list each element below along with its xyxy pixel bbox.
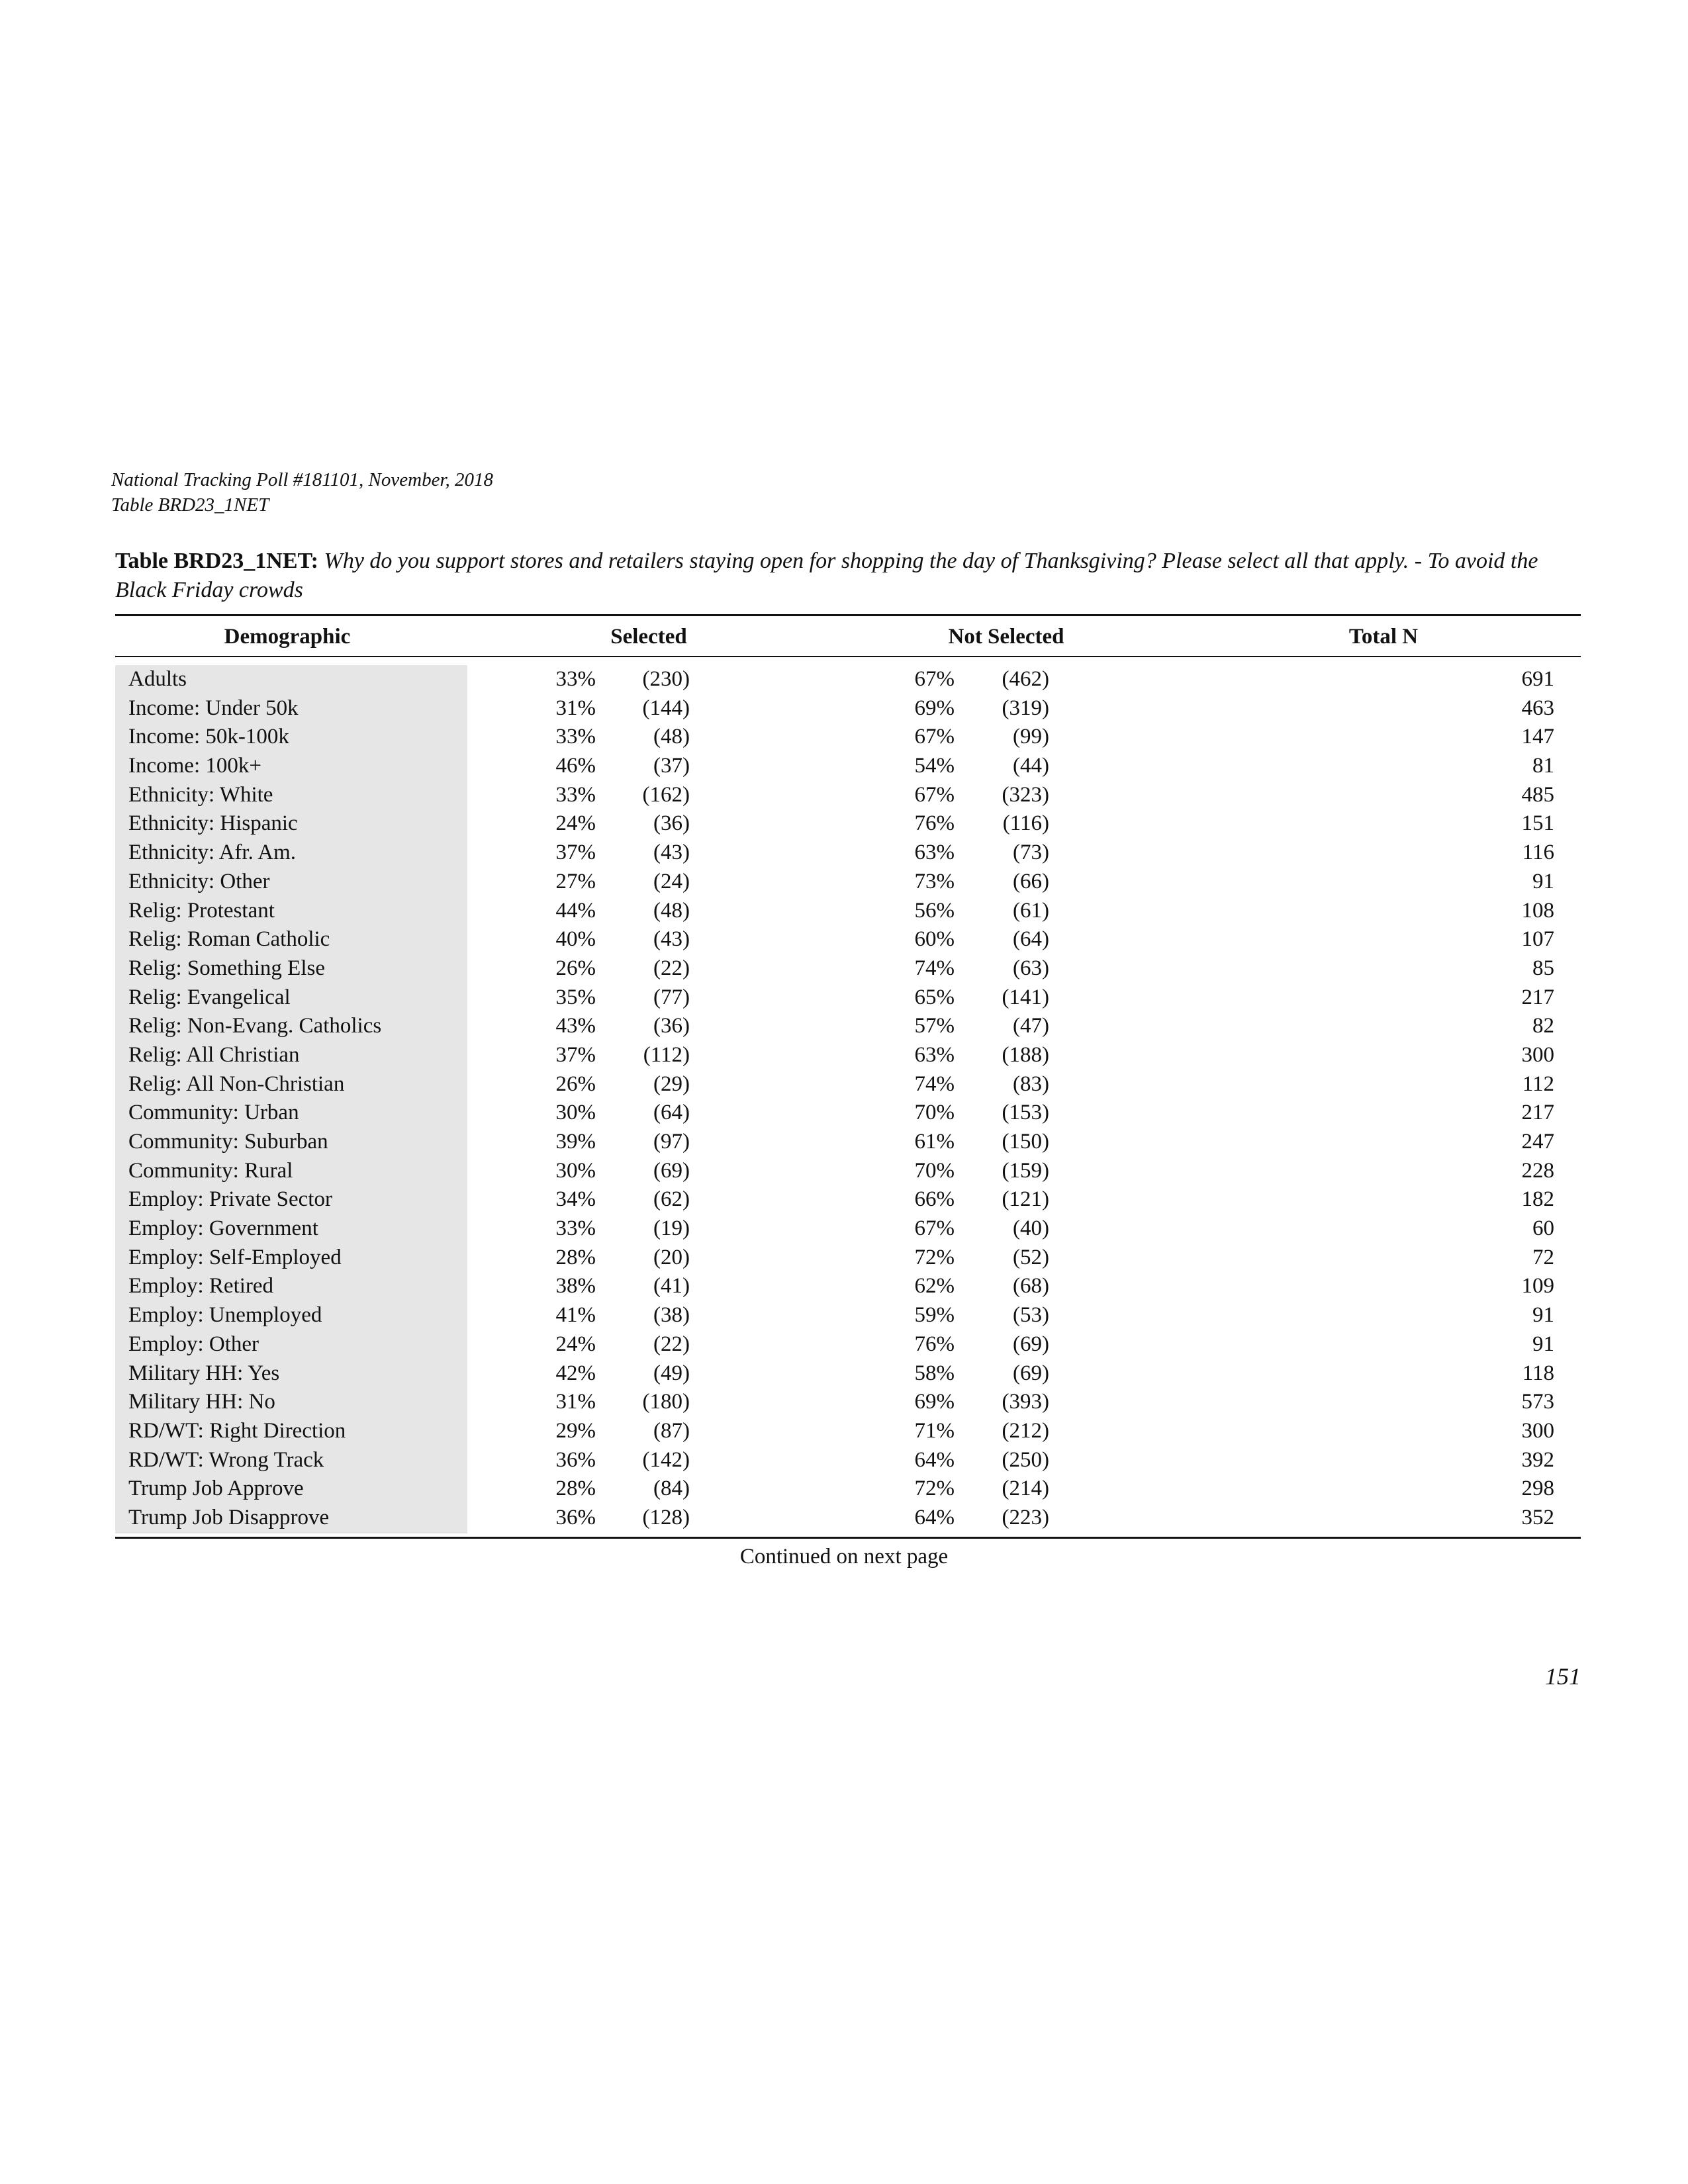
- selected-count: (180): [642, 1390, 690, 1414]
- table-row: [0, 809, 1688, 839]
- selected-percent: 38%: [555, 1274, 596, 1298]
- not-selected-count: (188): [1002, 1042, 1049, 1067]
- selected-percent: 31%: [555, 1390, 596, 1414]
- table-row: [0, 723, 1688, 752]
- col-header-demographic: Demographic: [224, 625, 351, 649]
- table-row: [0, 1417, 1688, 1446]
- not-selected-percent: 72%: [914, 1245, 955, 1269]
- table-id: Table BRD23_1NET: [111, 494, 269, 516]
- total-n: 352: [1521, 1505, 1554, 1529]
- total-n: 228: [1521, 1158, 1554, 1183]
- row-label: Ethnicity: White: [128, 782, 273, 807]
- not-selected-percent: 66%: [914, 1187, 955, 1212]
- total-n: 91: [1532, 1332, 1554, 1356]
- selected-percent: 36%: [555, 1505, 596, 1529]
- not-selected-percent: 58%: [914, 1361, 955, 1385]
- table-row: [0, 983, 1688, 1013]
- not-selected-count: (44): [1013, 754, 1049, 778]
- not-selected-count: (319): [1002, 696, 1049, 720]
- not-selected-count: (69): [1013, 1332, 1049, 1356]
- not-selected-count: (73): [1013, 841, 1049, 865]
- total-n: 91: [1532, 1303, 1554, 1328]
- table-row: [0, 1359, 1688, 1388]
- row-label: Community: Suburban: [128, 1130, 328, 1154]
- selected-count: (43): [653, 841, 690, 865]
- selected-count: (64): [653, 1101, 690, 1125]
- selected-percent: 26%: [555, 956, 596, 980]
- row-label: Relig: Roman Catholic: [128, 927, 330, 952]
- not-selected-percent: 70%: [914, 1101, 955, 1125]
- total-n: 85: [1532, 956, 1554, 980]
- selected-count: (77): [653, 985, 690, 1009]
- table-row: [0, 1185, 1688, 1214]
- selected-count: (29): [653, 1071, 690, 1096]
- selected-percent: 24%: [555, 1332, 596, 1356]
- not-selected-percent: 64%: [914, 1447, 955, 1472]
- row-label: Relig: All Christian: [128, 1042, 300, 1067]
- total-n: 247: [1521, 1130, 1554, 1154]
- selected-percent: 37%: [555, 841, 596, 865]
- row-label: Income: 50k-100k: [128, 725, 289, 749]
- not-selected-count: (150): [1002, 1130, 1049, 1154]
- total-n: 217: [1521, 985, 1554, 1009]
- not-selected-percent: 64%: [914, 1505, 955, 1529]
- total-n: 463: [1521, 696, 1554, 720]
- not-selected-count: (462): [1002, 667, 1049, 691]
- not-selected-count: (121): [1002, 1187, 1049, 1212]
- caption-label: Table BRD23_1NET:: [115, 549, 318, 573]
- selected-count: (230): [642, 667, 690, 691]
- table-row: [0, 1446, 1688, 1475]
- table-row: [0, 781, 1688, 810]
- table-row: [0, 1070, 1688, 1099]
- not-selected-percent: 71%: [914, 1418, 955, 1443]
- total-n: 72: [1532, 1245, 1554, 1269]
- row-label: Military HH: No: [128, 1390, 275, 1414]
- row-label: Employ: Retired: [128, 1274, 274, 1298]
- not-selected-percent: 63%: [914, 1042, 955, 1067]
- total-n: 116: [1522, 841, 1554, 865]
- selected-percent: 34%: [555, 1187, 596, 1212]
- selected-percent: 37%: [555, 1042, 596, 1067]
- selected-count: (36): [653, 811, 690, 836]
- top-rule: [115, 614, 1581, 616]
- bottom-rule: [115, 1537, 1581, 1539]
- not-selected-count: (159): [1002, 1158, 1049, 1183]
- table-caption: [115, 547, 1581, 605]
- not-selected-count: (52): [1013, 1245, 1049, 1269]
- table-row: [0, 1012, 1688, 1041]
- selected-count: (36): [653, 1014, 690, 1038]
- selected-percent: 46%: [555, 754, 596, 778]
- selected-percent: 43%: [555, 1014, 596, 1038]
- selected-count: (37): [653, 754, 690, 778]
- selected-percent: 42%: [555, 1361, 596, 1385]
- total-n: 82: [1532, 1014, 1554, 1038]
- not-selected-count: (153): [1002, 1101, 1049, 1125]
- selected-percent: 30%: [555, 1101, 596, 1125]
- not-selected-percent: 73%: [914, 869, 955, 893]
- total-n: 298: [1521, 1477, 1554, 1501]
- table-row: [0, 1157, 1688, 1186]
- selected-count: (84): [653, 1477, 690, 1501]
- table-row: [0, 1330, 1688, 1359]
- row-label: Relig: Something Else: [128, 956, 325, 980]
- selected-count: (38): [653, 1303, 690, 1328]
- table-row: [0, 1244, 1688, 1273]
- table-row: [0, 1128, 1688, 1157]
- not-selected-percent: 63%: [914, 841, 955, 865]
- selected-count: (19): [653, 1216, 690, 1241]
- row-label: Employ: Unemployed: [128, 1303, 322, 1328]
- not-selected-percent: 67%: [914, 782, 955, 807]
- selected-count: (22): [653, 956, 690, 980]
- row-label: Trump Job Disapprove: [128, 1505, 330, 1529]
- row-label: Relig: Evangelical: [128, 985, 291, 1009]
- selected-percent: 31%: [555, 696, 596, 720]
- not-selected-count: (47): [1013, 1014, 1049, 1038]
- selected-count: (22): [653, 1332, 690, 1356]
- selected-count: (48): [653, 898, 690, 923]
- total-n: 151: [1521, 811, 1554, 836]
- table-row: [0, 897, 1688, 926]
- total-n: 81: [1532, 754, 1554, 778]
- selected-count: (144): [642, 696, 690, 720]
- selected-percent: 39%: [555, 1130, 596, 1154]
- selected-percent: 44%: [555, 898, 596, 923]
- selected-percent: 36%: [555, 1447, 596, 1472]
- not-selected-count: (53): [1013, 1303, 1049, 1328]
- row-label: Community: Rural: [128, 1158, 293, 1183]
- not-selected-percent: 69%: [914, 1390, 955, 1414]
- table-row: [0, 1099, 1688, 1128]
- selected-count: (24): [653, 869, 690, 893]
- total-n: 118: [1522, 1361, 1554, 1385]
- selected-percent: 33%: [555, 1216, 596, 1241]
- page-number: 151: [1545, 1663, 1581, 1690]
- total-n: 109: [1521, 1274, 1554, 1298]
- caption-question: Why do you support stores and retailers staying open for shopping the day of Thanksgiving? Please select all that apply. - To avoid the Black Friday crowds: [115, 549, 1538, 602]
- not-selected-count: (323): [1002, 782, 1049, 807]
- table-row: [0, 1388, 1688, 1417]
- table-row: [0, 694, 1688, 723]
- not-selected-percent: 76%: [914, 1332, 955, 1356]
- not-selected-count: (393): [1002, 1390, 1049, 1414]
- not-selected-count: (223): [1002, 1505, 1049, 1529]
- selected-percent: 40%: [555, 927, 596, 952]
- total-n: 300: [1521, 1418, 1554, 1443]
- header-rule: [115, 656, 1581, 657]
- row-label: RD/WT: Right Direction: [128, 1418, 346, 1443]
- row-label: Income: Under 50k: [128, 696, 299, 720]
- not-selected-percent: 56%: [914, 898, 955, 923]
- selected-percent: 28%: [555, 1477, 596, 1501]
- row-label: Employ: Other: [128, 1332, 259, 1356]
- row-label: Income: 100k+: [128, 754, 261, 778]
- selected-percent: 28%: [555, 1245, 596, 1269]
- not-selected-count: (141): [1002, 985, 1049, 1009]
- table-row: [0, 665, 1688, 694]
- total-n: 107: [1521, 927, 1554, 952]
- not-selected-percent: 67%: [914, 1216, 955, 1241]
- table-row: [0, 1475, 1688, 1504]
- not-selected-count: (64): [1013, 927, 1049, 952]
- selected-count: (87): [653, 1418, 690, 1443]
- not-selected-percent: 74%: [914, 1071, 955, 1096]
- table-row: [0, 1272, 1688, 1301]
- col-header-total: Total N: [1348, 625, 1419, 649]
- row-label: Ethnicity: Afr. Am.: [128, 841, 296, 865]
- selected-percent: 27%: [555, 869, 596, 893]
- total-n: 392: [1521, 1447, 1554, 1472]
- selected-percent: 29%: [555, 1418, 596, 1443]
- table-row: [0, 752, 1688, 781]
- not-selected-percent: 76%: [914, 811, 955, 836]
- not-selected-percent: 62%: [914, 1274, 955, 1298]
- not-selected-count: (61): [1013, 898, 1049, 923]
- row-label: Relig: Non-Evang. Catholics: [128, 1014, 382, 1038]
- total-n: 485: [1521, 782, 1554, 807]
- not-selected-percent: 74%: [914, 956, 955, 980]
- not-selected-count: (116): [1002, 811, 1049, 836]
- row-label: Ethnicity: Other: [128, 869, 270, 893]
- selected-percent: 33%: [555, 667, 596, 691]
- row-label: Employ: Government: [128, 1216, 318, 1241]
- selected-count: (162): [642, 782, 690, 807]
- table-row: [0, 1214, 1688, 1244]
- not-selected-percent: 65%: [914, 985, 955, 1009]
- selected-count: (20): [653, 1245, 690, 1269]
- total-n: 217: [1521, 1101, 1554, 1125]
- not-selected-percent: 61%: [914, 1130, 955, 1154]
- row-label: Employ: Private Sector: [128, 1187, 332, 1212]
- not-selected-percent: 67%: [914, 725, 955, 749]
- not-selected-count: (69): [1013, 1361, 1049, 1385]
- selected-percent: 26%: [555, 1071, 596, 1096]
- total-n: 112: [1522, 1071, 1554, 1096]
- not-selected-percent: 59%: [914, 1303, 955, 1328]
- not-selected-percent: 72%: [914, 1477, 955, 1501]
- not-selected-percent: 69%: [914, 696, 955, 720]
- total-n: 108: [1521, 898, 1554, 923]
- not-selected-percent: 70%: [914, 1158, 955, 1183]
- selected-percent: 33%: [555, 725, 596, 749]
- not-selected-percent: 54%: [914, 754, 955, 778]
- table-row: [0, 1301, 1688, 1330]
- selected-count: (112): [643, 1042, 690, 1067]
- total-n: 573: [1521, 1390, 1554, 1414]
- row-label: RD/WT: Wrong Track: [128, 1447, 324, 1472]
- running-header: [111, 467, 493, 518]
- table-row: [0, 839, 1688, 868]
- poll-title: National Tracking Poll #181101, November, 2018: [111, 469, 494, 490]
- total-n: 182: [1521, 1187, 1554, 1212]
- selected-count: (43): [653, 927, 690, 952]
- not-selected-count: (212): [1002, 1418, 1049, 1443]
- table-row: [0, 1041, 1688, 1070]
- not-selected-count: (66): [1013, 869, 1049, 893]
- not-selected-percent: 60%: [914, 927, 955, 952]
- selected-count: (48): [653, 725, 690, 749]
- table-row: [0, 868, 1688, 897]
- total-n: 60: [1532, 1216, 1554, 1241]
- row-label: Relig: All Non-Christian: [128, 1071, 345, 1096]
- selected-count: (128): [642, 1505, 690, 1529]
- total-n: 691: [1521, 667, 1554, 691]
- table-body: [0, 665, 1688, 1533]
- not-selected-count: (99): [1013, 725, 1049, 749]
- not-selected-count: (83): [1013, 1071, 1049, 1096]
- row-label: Ethnicity: Hispanic: [128, 811, 298, 836]
- selected-percent: 41%: [555, 1303, 596, 1328]
- row-label: Relig: Protestant: [128, 898, 275, 923]
- selected-count: (62): [653, 1187, 690, 1212]
- selected-count: (41): [653, 1274, 690, 1298]
- table-row: [0, 925, 1688, 954]
- not-selected-count: (250): [1002, 1447, 1049, 1472]
- selected-percent: 24%: [555, 811, 596, 836]
- not-selected-count: (63): [1013, 956, 1049, 980]
- row-label: Community: Urban: [128, 1101, 299, 1125]
- selected-count: (142): [642, 1447, 690, 1472]
- row-label: Trump Job Approve: [128, 1477, 304, 1501]
- table-row: [0, 954, 1688, 983]
- table-row: [0, 1504, 1688, 1533]
- selected-count: (97): [653, 1130, 690, 1154]
- row-label: Adults: [128, 667, 187, 691]
- not-selected-count: (214): [1002, 1477, 1049, 1501]
- not-selected-percent: 67%: [914, 667, 955, 691]
- total-n: 147: [1521, 725, 1554, 749]
- row-label: Employ: Self-Employed: [128, 1245, 342, 1269]
- not-selected-percent: 57%: [914, 1014, 955, 1038]
- col-header-not-selected: Not Selected: [948, 625, 1064, 649]
- selected-count: (49): [653, 1361, 690, 1385]
- selected-percent: 30%: [555, 1158, 596, 1183]
- not-selected-count: (68): [1013, 1274, 1049, 1298]
- not-selected-count: (40): [1013, 1216, 1049, 1241]
- row-label: Military HH: Yes: [128, 1361, 280, 1385]
- total-n: 300: [1521, 1042, 1554, 1067]
- selected-percent: 35%: [555, 985, 596, 1009]
- selected-count: (69): [653, 1158, 690, 1183]
- total-n: 91: [1532, 869, 1554, 893]
- col-header-selected: Selected: [610, 625, 687, 649]
- continued-note: Continued on next page: [739, 1545, 949, 1569]
- selected-percent: 33%: [555, 782, 596, 807]
